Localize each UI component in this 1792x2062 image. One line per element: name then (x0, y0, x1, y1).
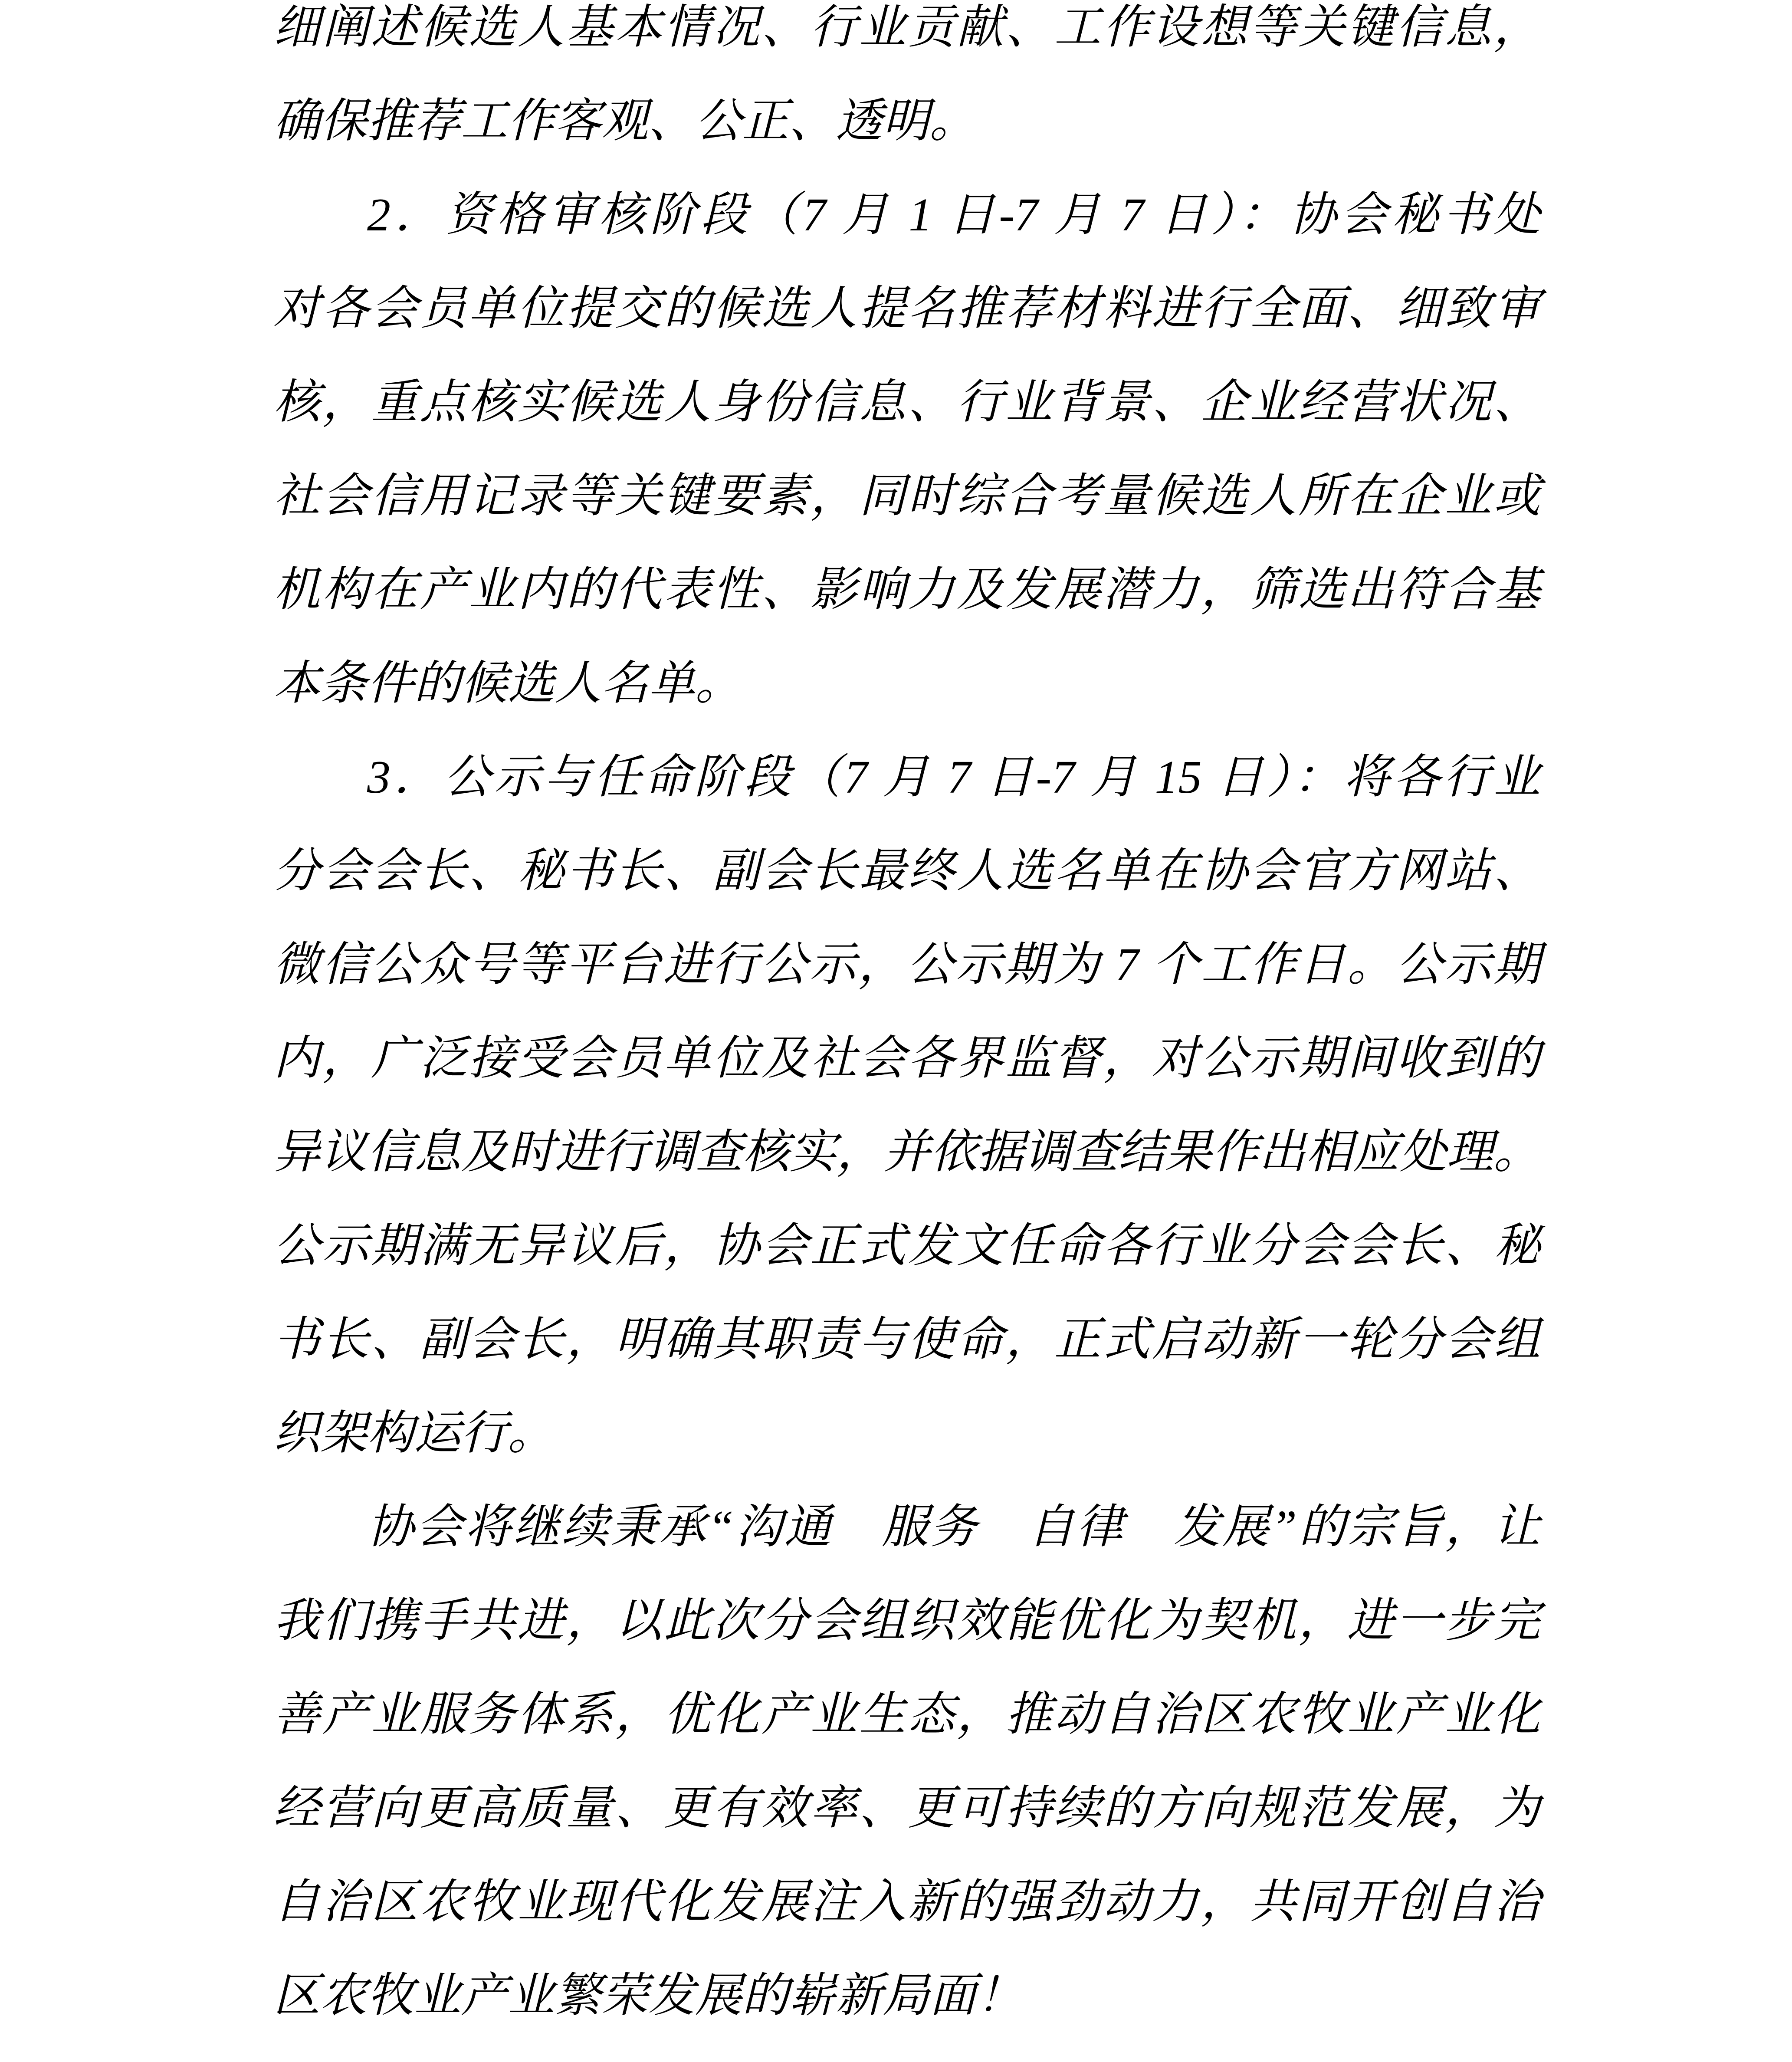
text-line-01: 细阐述候选人基本情况、行业贡献、工作设想等关键信息， (273, 2, 1540, 53)
text-line-09: 3．公示与任命阶段（7 月 7 日-7 月 15 日）：将各行业 (367, 752, 1540, 803)
text-line-21: 自治区农牧业现代化发展注入新的强劲动力，共同开创自治 (273, 1876, 1540, 1928)
text-line-10: 分会会长、秘书长、副会长最终人选名单在协会官方网站、 (273, 845, 1540, 897)
text-line-13: 异议信息及时进行调查核实，并依据调查结果作出相应处理。 (273, 1126, 1540, 1178)
text-line-02: 确保推荐工作客观、公正、透明。 (273, 95, 977, 147)
text-line-12: 内，广泛接受会员单位及社会各界监督，对公示期间收到的 (273, 1033, 1540, 1084)
text-line-11: 微信公众号等平台进行公示，公示期为 7 个工作日。公示期 (273, 939, 1540, 991)
text-line-18: 我们携手共进，以此次分会组织效能优化为契机，进一步完 (273, 1595, 1540, 1647)
body-text (273, 0, 1540, 2043)
text-line-07: 机构在产业内的代表性、影响力及发展潜力，筛选出符合基 (273, 564, 1540, 616)
text-line-22: 区农牧业产业繁荣发展的崭新局面！ (273, 1970, 1024, 2022)
text-line-16: 织架构运行。 (273, 1408, 555, 1459)
text-line-08: 本条件的候选人名单。 (273, 658, 742, 709)
text-line-05: 核，重点核实候选人身份信息、行业背景、企业经营状况、 (273, 377, 1540, 428)
text-line-03: 2．资格审核阶段（7 月 1 日-7 月 7 日）：协会秘书处 (367, 189, 1540, 241)
text-line-17: 协会将继续秉承“沟通 服务 自律 发展”的宗旨，让 (367, 1501, 1540, 1553)
text-line-15: 书长、副会长，明确其职责与使命，正式启动新一轮分会组 (273, 1314, 1540, 1366)
text-line-14: 公示期满无异议后，协会正式发文任命各行业分会会长、秘 (273, 1220, 1540, 1272)
text-line-04: 对各会员单位提交的候选人提名推荐材料进行全面、细致审 (273, 283, 1540, 335)
text-line-19: 善产业服务体系，优化产业生态，推动自治区农牧业产业化 (273, 1689, 1540, 1740)
text-line-20: 经营向更高质量、更有效率、更可持续的方向规范发展，为 (273, 1783, 1540, 1834)
text-line-06: 社会信用记录等关键要素，同时综合考量候选人所在企业或 (273, 470, 1540, 522)
